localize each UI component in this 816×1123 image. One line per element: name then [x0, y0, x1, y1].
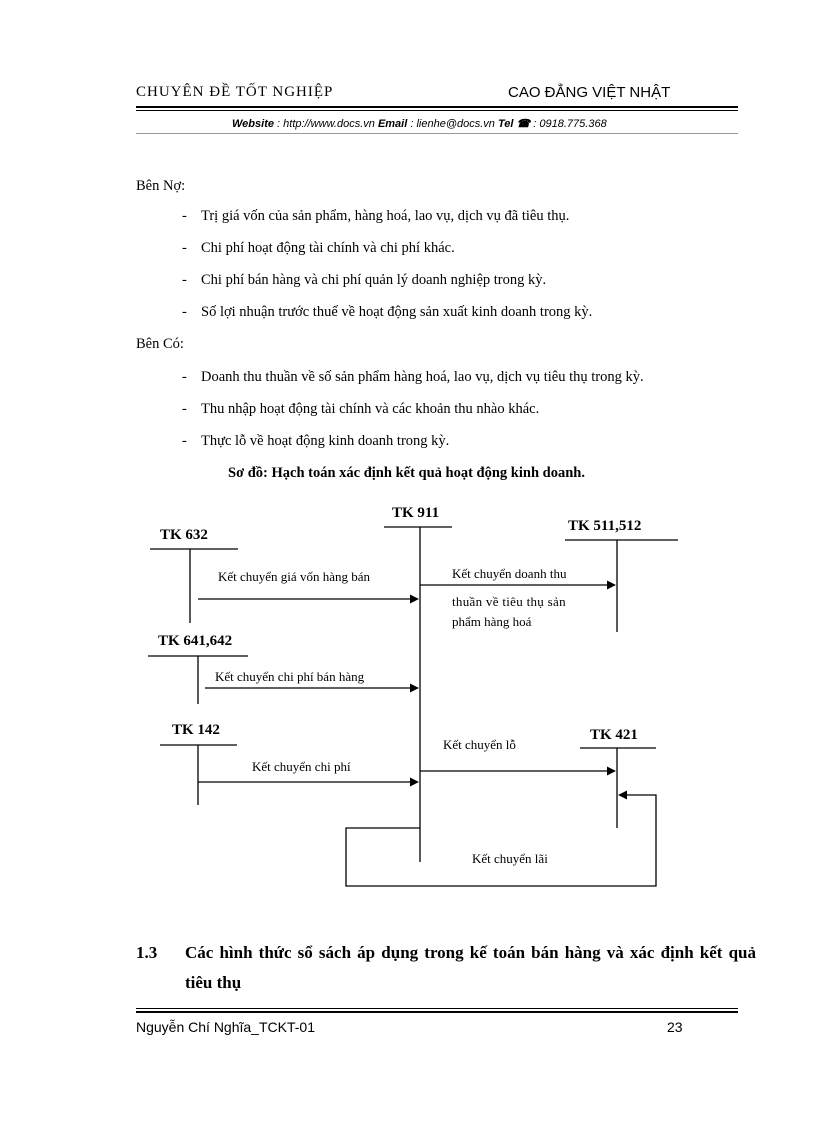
footer-page-number: 23 [667, 1019, 683, 1035]
tk632-label: TK 632 [160, 527, 208, 543]
tk142-label: TK 142 [172, 722, 220, 738]
lo-label: Kết chuyển lỗ [443, 737, 516, 752]
lai-loop-arrow [346, 795, 656, 886]
chi-phi-label: Kết chuyển chi phí [252, 759, 351, 774]
bullet-dash: - [182, 240, 187, 256]
bullet-dash: - [182, 401, 187, 417]
section-title: Các hình thức sổ sách áp dụng trong kế toán bán hàng và xác định kết quả tiêu thụ [185, 943, 756, 992]
ben-no-item-2: Chi phí hoạt động tài chính và chi phí khác. [201, 240, 455, 256]
website-value: : http://www.docs.vn [277, 118, 375, 130]
tel-value: : 0918.775.368 [533, 118, 607, 130]
tel-label: Tel ☎ [497, 118, 531, 130]
bullet-dash: - [182, 369, 187, 385]
ben-co-item-2: Thu nhập hoạt động tài chính và các khoản thu nhào khác. [201, 401, 540, 417]
bullet-dash: - [182, 208, 187, 224]
bullet-dash: - [182, 272, 187, 288]
section-heading [136, 938, 756, 998]
ben-co-label: Bên Có: [136, 336, 184, 352]
doanh-thu-label-2: thuần về tiêu thụ sản [452, 594, 566, 609]
chi-phi-ban-hang-label: Kết chuyển chi phí bán hàng [215, 669, 365, 684]
footer-rule-bottom [136, 1011, 738, 1013]
bullet-dash: - [182, 304, 187, 320]
header-left-title: CHUYÊN ĐỀ TỐT NGHIỆP [136, 84, 334, 100]
header-right-title: CAO ĐẲNG VIỆT NHẬT [508, 84, 671, 101]
footer-rule-top [136, 1008, 738, 1009]
tk421-label: TK 421 [590, 727, 638, 743]
lai-label: Kết chuyển lãi [472, 851, 548, 866]
ben-no-item-1: Trị giá vốn của sản phẩm, hàng hoá, lao vụ, dịch vụ đã tiêu thụ. [201, 208, 570, 224]
ben-no-label: Bên Nợ: [136, 178, 186, 194]
email-label: Email [377, 118, 408, 130]
gia-von-label: Kết chuyển giá vốn hàng bán [218, 569, 370, 584]
section-number: 1.3 [136, 943, 158, 962]
tk511-label: TK 511,512 [568, 518, 642, 534]
ben-co-item-3: Thực lỗ về hoạt động kinh doanh trong kỳ. [201, 433, 450, 449]
doanh-thu-label-3: phẩm hàng hoá [452, 614, 532, 629]
footer-author: Nguyễn Chí Nghĩa_TCKT-01 [136, 1019, 315, 1035]
email-value: : lienhe@docs.vn [410, 118, 495, 130]
website-label: Website [232, 118, 274, 130]
bullet-dash: - [182, 433, 187, 449]
doanh-thu-label-1: Kết chuyển doanh thu [452, 566, 567, 581]
ben-co-item-1: Doanh thu thuần về số sản phẩm hàng hoá, lao vụ, dịch vụ tiêu thụ trong kỳ. [201, 369, 644, 385]
diagram-caption: Sơ đồ: Hạch toán xác định kết quả hoạt động kinh doanh. [228, 465, 585, 481]
ben-no-item-4: Số lợi nhuận trước thuế về hoạt động sản xuất kinh doanh trong kỳ. [201, 304, 593, 320]
ben-no-item-3: Chi phí bán hàng và chi phí quản lý doanh nghiệp trong kỳ. [201, 272, 547, 288]
tk641-label: TK 641,642 [158, 633, 233, 649]
tk911-label: TK 911 [392, 505, 440, 521]
